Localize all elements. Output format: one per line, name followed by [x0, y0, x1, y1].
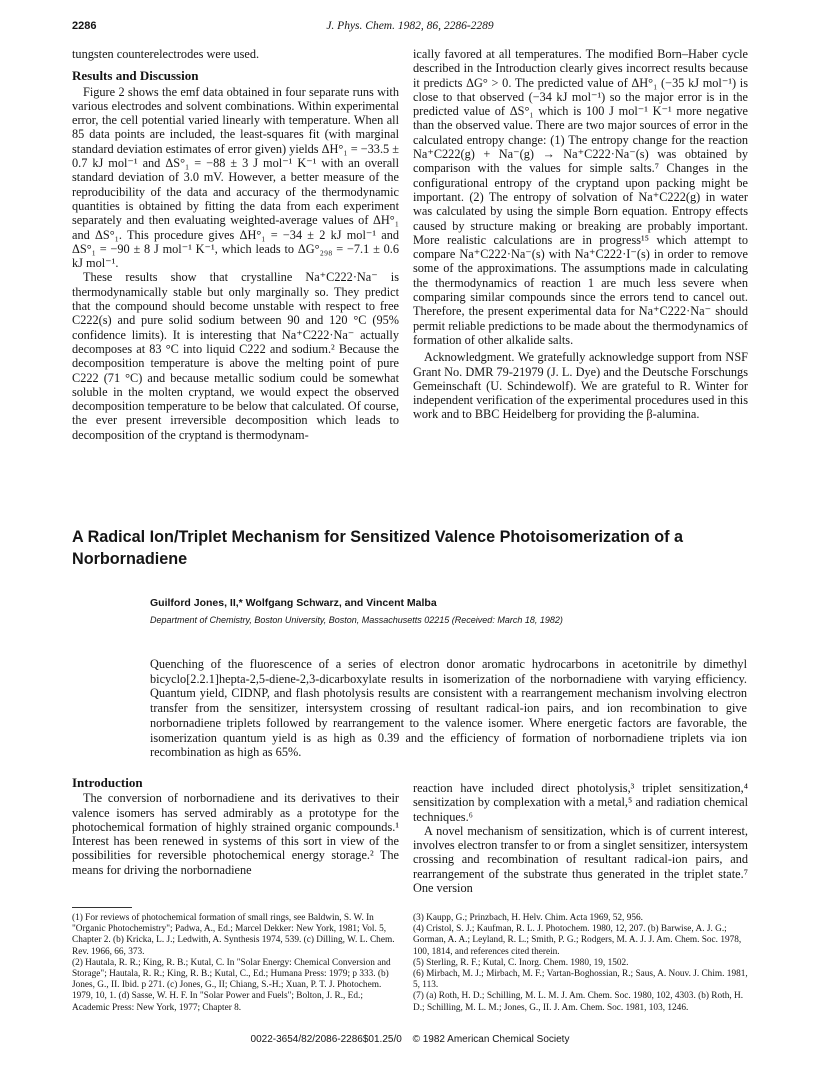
footnote-2: (2) Hautala, R. R.; King, R. B.; Kutal, C. In "Solar Energy: Chemical Conversion and Storage"; Hautala, R. R.; King, R. B.; Kutal, C., Ed.; Humana Press: 1979; p 333. (b) Jones, G., II. Ibid. p 271. (c) Jones, G., II; Chiang, S.-H.; Xuan, P. T. J. Photochem. 1979, 10, 1. (d) Sasse, W. H. F. In "Solar Power and Fuels"; Bolton, J. R., Ed.; Academic Press: New York, 1977; Chapter 8. [72, 957, 391, 1013]
page-footer [0, 1034, 820, 1045]
page-number: 2286 [72, 20, 97, 32]
footnote-1: (1) For reviews of photochemical formation of small rings, see Baldwin, S. W. In "Organic Photochemistry"; Padwa, A., Ed.; Marcel Dekker: New York, 1981; Vol. 5, Chapter 2. (b) Kricka, L. J.; Ledwith, A. Synthesis 1974, 539. (c) Dilling, W. L. Chem. Rev. 1966, 66, 373. [72, 913, 395, 957]
footnotes-right [413, 913, 748, 1014]
footnote-rule-left [72, 907, 132, 908]
prev-article-left-column [72, 47, 399, 442]
results-heading: Results and Discussion [72, 68, 199, 84]
acknowledgment: Acknowledgment. We gratefully acknowledge support from NSF Grant No. DMR 79-21979 (J. L. Dye) and the Deutsche Forschungs Gemeinschaft (U. Schindewolf). We are grateful to R. Winter for independent verification of the experimental procedures used in this work and to BBC Heidelberg for providing the β-alumina. [413, 350, 748, 422]
copyright-notice: © 1982 American Chemical Society [412, 1034, 570, 1045]
prev-article-right-column [413, 47, 748, 422]
article-authors: Guilford Jones, II,* Wolfgang Schwarz, and Vincent Malba [150, 597, 437, 609]
article-code: 0022-3654/82/2086-2286$01.25/0 [250, 1034, 402, 1045]
footnote-6: (6) Mirbach, M. J.; Mirbach, M. F.; Vartan-Boghossian, R.; Saus, A. Nouv. J. Chim. 1981, 5, 113. [413, 969, 748, 991]
discussion-paragraph: ically favored at all temperatures. The modified Born–Haber cycle described in the Introduction clearly gives incorrect results because it predicts ΔG° > 0. The predicted value of ΔH°₁ (−35 kJ mol⁻¹) is close to that observed (−34 kJ mol⁻¹) so the major error is in the predicted value of ΔS°₁ which is 100 J mol⁻¹ K⁻¹ more negative than the observed value. There are two major sources of error in the calculated entropy change: (1) The entropy change for the reaction Na⁺C222(g) + Na⁻(g) → Na⁺C222·Na⁻(s) was obtained by comparison with the values for simple salts.⁷ Changes in the configurational entropy of the cryptand upon packing might be important. (2) The entropy of solvation of Na⁺C222(g) in water was calculated by using the simple Born equation. Entropy effects caused by structure making or breaking are probably important. More realistic calculations are in progress¹⁵ which attempt to compare Na⁺C222·Na⁻(s) with Na⁺C222·I⁻(s) in order to remove some of the approximations. The assumptions made in calculating the thermodynamics of reaction 1 are much less severe when comparing similar compounds since the errors tend to cancel out. Therefore, the present experimental data for Na⁺C222·Na⁻ should permit reliable predictions to be made about the thermodynamics of formation of other alkalide salts. [413, 47, 748, 347]
footnote-3: (3) Kaupp, G.; Prinzbach, H. Helv. Chim. Acta 1969, 52, 956. [413, 913, 643, 923]
prev-article-continuation: tungsten counterelectrodes were used. [72, 47, 260, 61]
journal-reference: J. Phys. Chem. 1982, 86, 2286-2289 [326, 20, 494, 32]
footnote-5: (5) Sterling, R. F.; Kutal, C. Inorg. Chem. 1980, 19, 1502. [413, 957, 629, 968]
running-head [72, 20, 748, 36]
intro-right-column [413, 781, 748, 895]
footnote-4: (4) Cristol, S. J.; Kaufman, R. L. J. Photochem. 1980, 12, 207. (b) Barwise, A. J. G.; Gorman, A. A.; Leyland, R. L.; Smith, P. G.; Rodgers, M. A. J. J. Am. Chem. Soc. 1978, 100, 1814, and references cited therein. [413, 924, 742, 957]
introduction-heading: Introduction [72, 775, 143, 790]
intro-paragraph-1-continued: reaction have included direct photolysis,³ triplet sensitization,⁴ sensitization by complexation with a metal,⁵ and radiation chemical techniques.⁶ [413, 781, 748, 824]
results-paragraph-2: These results show that crystalline Na⁺C222·Na⁻ is thermodynamically stable but only marginally so. They predict that the compound should become unstable with respect to free C222(s) and pure solid sodium between 90 and 120 °C (95% confidence limits). It is interesting that Na⁺C222·Na⁻ actually decomposes at 83 °C into liquid C222 and sodium.² Because the decomposition temperature is above the melting point of pure C222 (71 °C) and because metallic sodium could be somewhat soluble in the molten cryptand, we would expect the observed decomposition temperature to be below that calculated. Of course, the ever present irreversible decomposition which leads to decomposition of the cryptand is thermodynam- [72, 270, 399, 442]
intro-paragraph-1: The conversion of norbornadiene and its derivatives to their valence isomers has served admirably as a prototype for the photochemical formation of highly strained organic compounds.¹ Interest has been renewed in systems of this sort in view of the possibilities for reversible photochemical energy storage.² The means for driving the norbornadiene [72, 791, 399, 877]
intro-paragraph-2: A novel mechanism of sensitization, which is of current interest, involves electron transfer to or from a singlet sensitizer, intersystem crossing and recombination of resultant radical-ion pairs, and rearrangement of the substrate thus generated in the triplet state.⁷ One version [413, 823, 748, 896]
article-title: A Radical Ion/Triplet Mechanism for Sensitized Valence Photoisomerization of a Norbornadiene [72, 528, 684, 568]
footnote-7: (7) (a) Roth, H. D.; Schilling, M. L. M. J. Am. Chem. Soc. 1980, 102, 4303. (b) Roth, H. D.; Schilling, M. L. M.; Jones, G., II. J. Am. Chem. Soc. 1981, 103, 1246. [413, 991, 744, 1013]
footnotes-left [72, 913, 399, 1014]
article-abstract: Quenching of the fluorescence of a series of electron donor aromatic hydrocarbons in acetonitrile by dimethyl bicyclo[2.2.1]hepta-2,5-diene-2,3-dicarboxylate results in isomerization of the norbornadiene with varying efficiency. Quantum yield, CIDNP, and flash photolysis results are consistent with a rearrangement mechanism involving electron transfer from the sensitizer, intersystem crossing of resultant radical-ion pairs, and ion recombination to give norbornadiene triplets followed by rearrangement to the valence isomer. Where energetic factors are favorable, the isomerization quantum yield is as high as 0.39 and the efficiency of formation of norbornadiene triplets via ion recombination as high as 65%. [150, 657, 747, 760]
intro-left-column [72, 776, 399, 877]
results-paragraph-1: Figure 2 shows the emf data obtained in four separate runs with various electrodes and solvent combinations. Within experimental error, the cell potential varied linearly with temperature. When all 85 data points are included, the least-squares fit (with marginal standard deviation estimates of error given) yields ΔH°₁ = −33.5 ± 0.7 kJ mol⁻¹ and ΔS°₁ = −88 ± 3 J mol⁻¹ K⁻¹ with an overall standard deviation of 3.0 mV. However, a better measure of the reproducibility of the data and accuracy of the thermodynamic quantities is obtained by fitting the data from each experiment separately and then evaluating weighted-average values of ΔH°₁ and ΔS°₁. This procedure gives ΔH°₁ = −34 ± 2 kJ mol⁻¹ and ΔS°₁ = −90 ± 8 J mol⁻¹ K⁻¹, which leads to ΔG°₂₉₈ = −7.1 ± 0.6 kJ mol⁻¹. [72, 84, 399, 271]
article-affiliation: Department of Chemistry, Boston University, Boston, Massachusetts 02215 (Received: March 18, 1982) [150, 615, 563, 625]
